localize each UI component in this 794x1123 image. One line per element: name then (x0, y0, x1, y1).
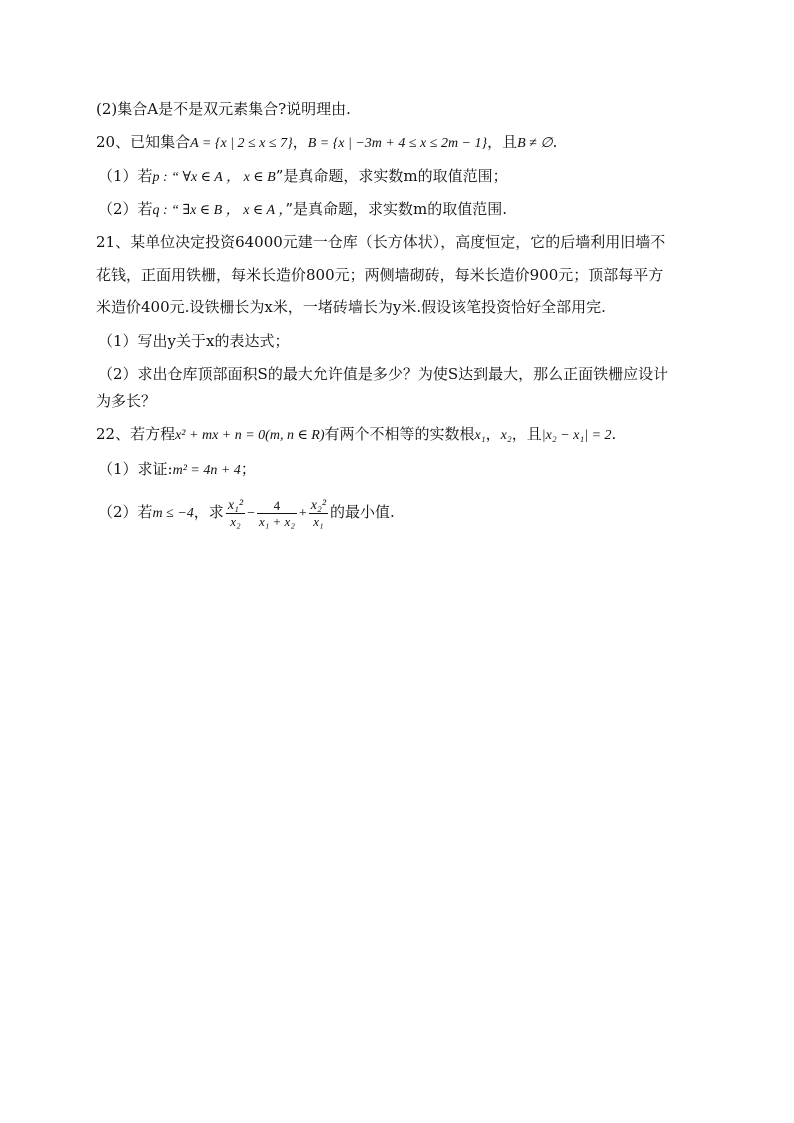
q22-p2-pre: （2）若 (98, 503, 153, 521)
q19-part2-text: (2)集合A是不是双元素集合?说明理由. (96, 100, 351, 118)
q20-set-a: A = {x | 2 ≤ x ≤ 7} (190, 136, 293, 151)
q21-part2-line2-text: 为多长？ (96, 392, 157, 410)
q22-plus-sign: + (298, 506, 307, 521)
q20-cond-pre: ，且 (487, 133, 518, 151)
q21-part1 (98, 330, 289, 352)
q22-cond-pre: ，且 (511, 425, 542, 443)
q20-p2-pre: （2）若 (98, 200, 153, 218)
q21-part1-text: （1）写出y关于x的表达式； (98, 332, 290, 350)
q22-fraction-2-denominator: x₁ + x₂ (259, 513, 295, 529)
q22-root1: x₁ (474, 428, 486, 443)
q22-intro-mid: 有两个不相等的实数根 (324, 425, 475, 443)
q22-fraction-1 (226, 498, 245, 529)
q22-part2 (98, 490, 395, 536)
q22-root2: x₂ (500, 428, 512, 443)
q20-set-b: B = {x | −3m + 4 ≤ x ≤ 2m − 1} (307, 136, 488, 151)
q20-intro (96, 131, 557, 155)
q22-condition: |x₂ − x₁| = 2 (541, 428, 612, 443)
q22-p2-mid: ，求 (193, 503, 224, 521)
q22-minus-sign: − (247, 506, 255, 521)
q22-fraction-3 (309, 498, 328, 529)
q20-p2-post: ”是真命题，求实数m的取值范围. (285, 200, 508, 218)
q22-fraction-1-numerator: x₁² (227, 497, 244, 513)
q22-intro (96, 423, 616, 447)
q20-cond-end: . (552, 133, 558, 151)
q20-p1-pre: （1）若 (98, 167, 153, 185)
q22-p2-end: 的最小值. (330, 503, 395, 521)
q22-fraction-2 (257, 498, 297, 529)
q21-line1 (96, 231, 665, 253)
q22-cond-end: . (611, 425, 617, 443)
q21-line2 (96, 264, 663, 286)
q21-part2-line1-text: （2）求出仓库顶部面积S的最大允许值是多少？为使S达到最大，那么正面铁栅应设计 (98, 365, 669, 383)
q22-equation: x² + mx + n = 0(m, n ∈ R) (175, 428, 325, 443)
q20-condition: B ≠ ∅ (517, 136, 553, 151)
q20-part1 (98, 165, 508, 189)
q20-p1-post: ”是真命题，求实数m的取值范围； (275, 167, 508, 185)
q21-part2-line2 (96, 390, 156, 412)
q22-sep: ， (485, 425, 501, 443)
q20-comma: ， (292, 133, 308, 151)
q22-fraction-3-denominator: x₁ (313, 513, 324, 529)
q21-line1-text: 21、某单位决定投资64000元建一仓库（长方体状），高度恒定，它的后墙利用旧墙不 (96, 233, 666, 251)
q21-part2-line1 (98, 363, 668, 385)
q20-p1-proposition: p : “ ∀x ∈ A ， x ∈ B (152, 170, 276, 185)
q21-line3 (96, 296, 606, 318)
q22-fraction-3-numerator: x₂² (310, 497, 327, 513)
q21-line3-text: 米造价400元.设铁栅长为x米，一堵砖墙长为y米.假设该笔投资恰好全部用完. (96, 298, 606, 316)
q22-fraction-1-denominator: x₂ (230, 513, 241, 529)
q21-line2-text: 花钱，正面用铁栅，每米长造价800元；两侧墙砌砖，每米长造价900元；顶部每平方 (96, 266, 664, 284)
q20-p2-proposition: q : “ ∃x ∈ B ， x ∈ A ， (152, 203, 286, 218)
q22-fraction-2-numerator: 4 (273, 497, 281, 513)
q22-part1 (98, 458, 256, 482)
q22-p1-pre: （1）求证: (98, 460, 173, 478)
q22-intro-pre: 22、若方程 (96, 425, 176, 443)
q22-p2-condition: m ≤ −4 (152, 506, 194, 521)
q20-part2 (98, 198, 507, 222)
q20-intro-text: 20、已知集合 (96, 133, 191, 151)
q22-p1-equation: m² = 4n + 4 (172, 463, 241, 478)
q19-part2 (96, 98, 351, 120)
q22-p1-end: ； (240, 460, 256, 478)
